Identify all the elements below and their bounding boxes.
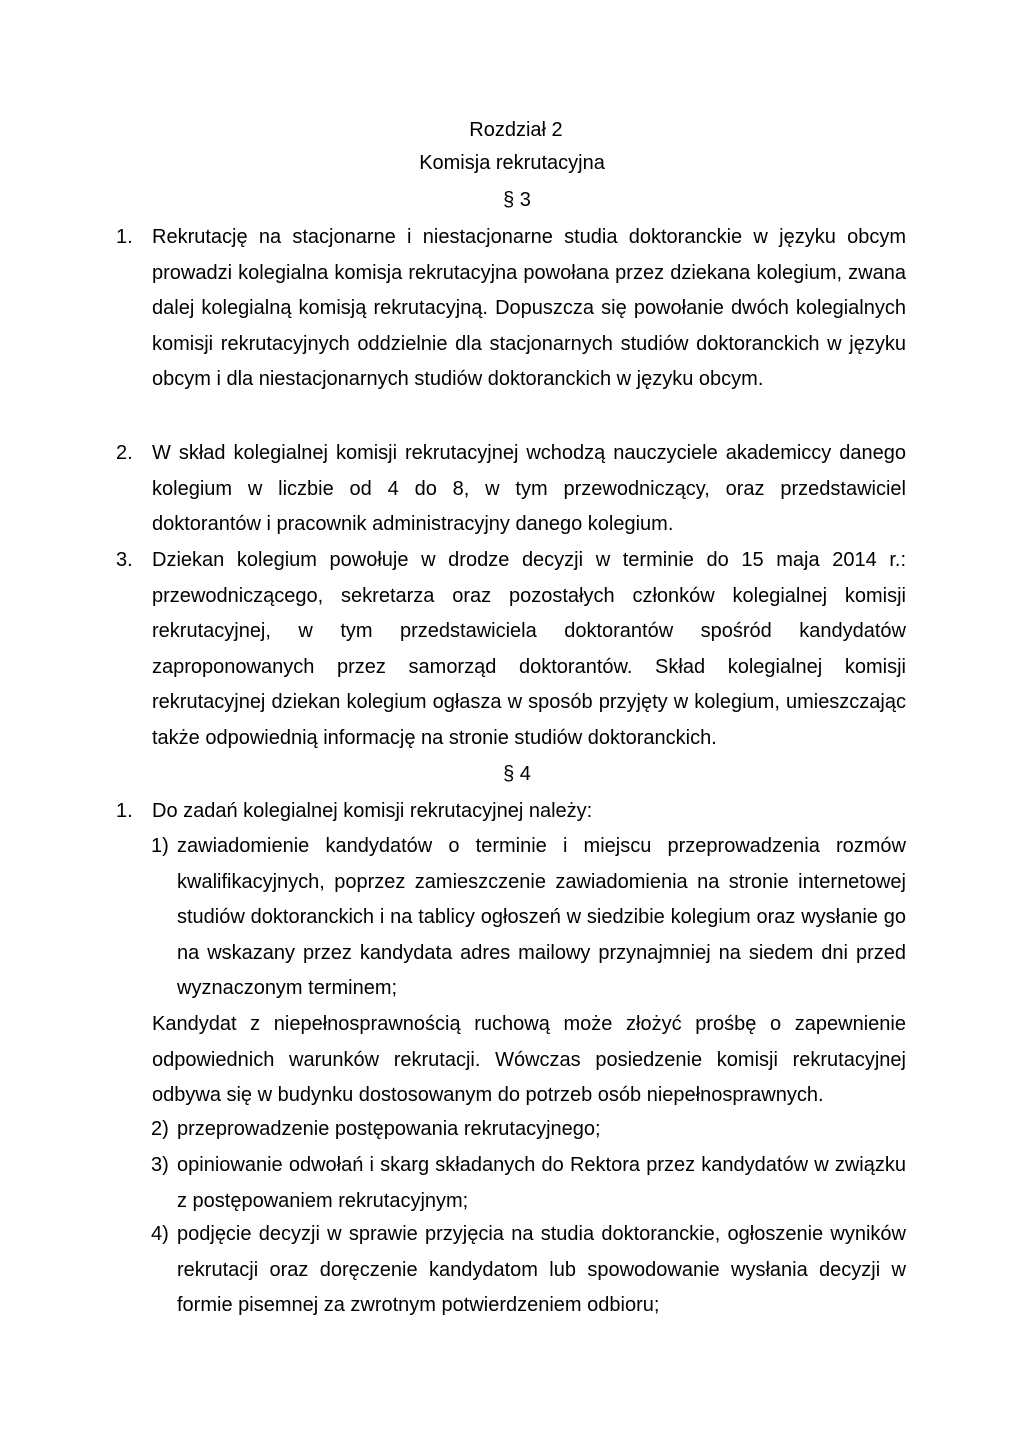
subitem-text: podjęcie decyzji w sprawie przyjęcia na studia doktoranckie, ogłoszenie wyników rekrutacji oraz doręczenie kandydatom lub spowodowanie wysłania decyzji w formie pisemnej za zwrotnym potwierdzeniem odbioru; [177,1223,906,1316]
section-3-symbol: § 3 [503,189,531,211]
item-text: Dziekan kolegium powołuje w drodze decyzji w terminie do 15 maja 2014 r.: przewodniczącego, sekretarza oraz pozostałych członków kolegialnej komisji rekrutacyjnej, w tym przedstawiciela doktorantów spośród kandydatów zaproponowanych przez samorząd doktorantów. Skład kolegialnej komisji rekrutacyjnej dziekan kolegium ogłasza w sposób przyjęty w kolegium, umieszczając także odpowiednią informację na stronie studiów doktoranckich. [152,549,906,749]
section-4-subitem-2 [151,1112,906,1148]
section-4-symbol: § 4 [503,763,531,785]
item-number: 1. [116,226,133,248]
subitem-number: 1) [151,835,169,857]
subitem-text: opiniowanie odwołań i skarg składanych do Rektora przez kandydatów w związku z postępowaniem rekrutacyjnym; [177,1154,906,1212]
subitem-text: przeprowadzenie postępowania rekrutacyjnego; [177,1118,601,1140]
subitem-number: 3) [151,1154,169,1176]
chapter-label: Rozdział 2 [469,119,563,141]
section-4-subitem-4 [151,1217,906,1324]
section-3-item-3 [116,543,906,756]
section-3-item-1 [116,220,906,398]
subitem-number: 4) [151,1223,169,1245]
subitem-number: 2) [151,1118,169,1140]
item-number: 1. [116,800,133,822]
item-text: Do zadań kolegialnej komisji rekrutacyjnej należy: [152,800,593,822]
section-4-note: Kandydat z niepełnosprawnością ruchową może złożyć prośbę o zapewnienie odpowiednich warunków rekrutacji. Wówczas posiedzenie komisji rekrutacyjnej odbywa się w budynku dostosowanym do potrzeb osób niepełnosprawnych. [152,1013,906,1106]
subitem-text: zawiadomienie kandydatów o terminie i miejscu przeprowadzenia rozmów kwalifikacyjnych, poprzez zamieszczenie zawiadomienia na stronie internetowej studiów doktoranckich i na tablicy ogłoszeń w siedzibie kolegium oraz wysłanie go na wskazany przez kandydata adres mailowy przynajmniej na siedem dni przed wyznaczonym terminem; [177,835,906,999]
item-number: 2. [116,442,133,464]
section-3-item-2 [116,436,906,543]
item-number: 3. [116,549,133,571]
item-text: W skład kolegialnej komisji rekrutacyjnej wchodzą nauczyciele akademiccy danego kolegium w liczbie od 4 do 8, w tym przewodniczący, oraz przedstawiciel doktorantów i pracownik administracyjny danego kolegium. [152,442,906,535]
section-4-subitem-3 [151,1148,906,1219]
section-4-subitem-1 [151,829,906,1007]
section-4-item-1 [116,794,906,830]
chapter-title: Komisja rekrutacyjna [419,152,605,174]
item-text: Rekrutację na stacjonarne i niestacjonarne studia doktoranckie w języku obcym prowadzi kolegialna komisja rekrutacyjna powołana przez dziekana kolegium, zwana dalej kolegialną komisją rekrutacyjną. Dopuszcza się powołanie dwóch kolegialnych komisji rekrutacyjnych oddzielnie dla stacjonarnych studiów doktoranckich w języku obcym i dla niestacjonarnych studiów doktoranckich w języku obcym. [152,226,906,390]
